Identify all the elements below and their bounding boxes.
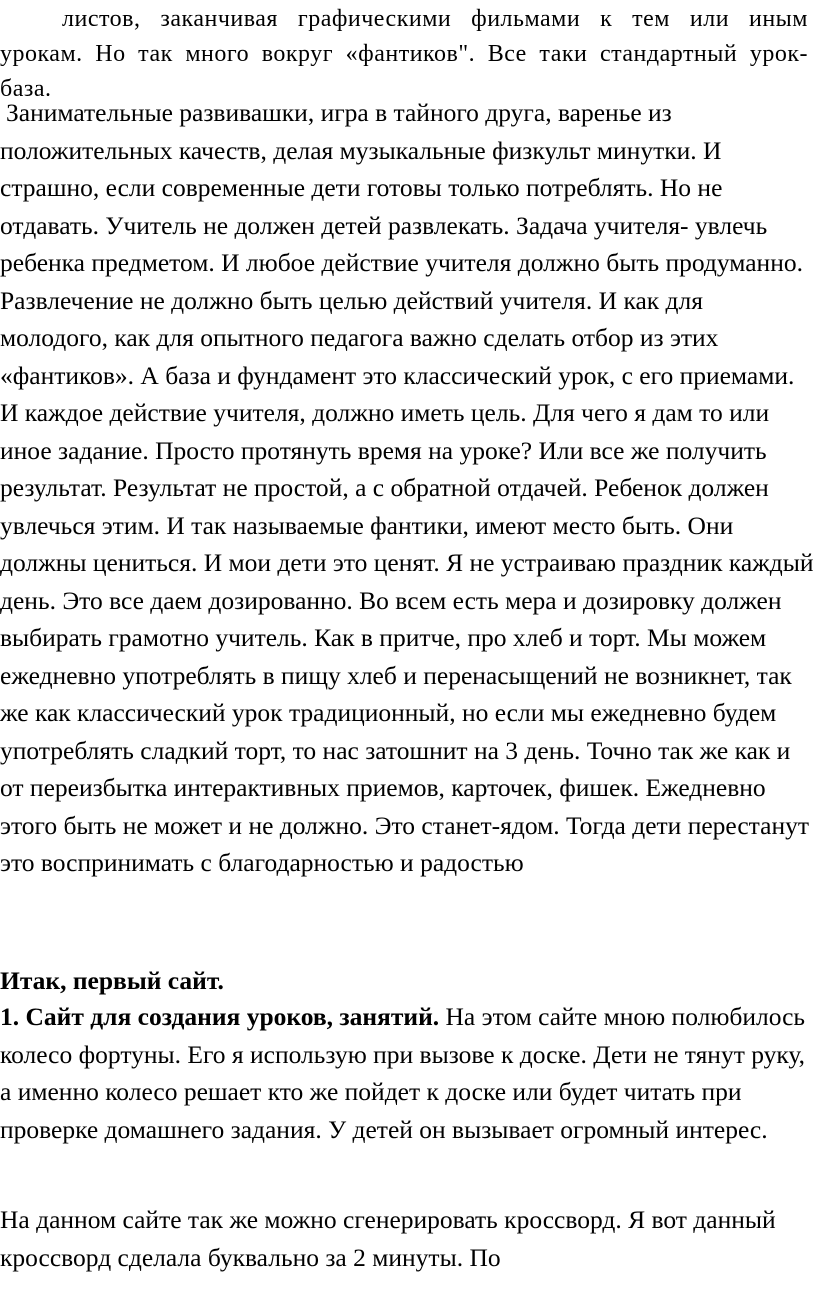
paragraph-intro: листов, заканчивая графическими фильмами к тем или иным урокам. Но так много вокруг «фантиков". Все таки стандартный урок- база. — [0, 6, 808, 102]
paragraph-crossword: На данном сайте так же можно сгенерировать кроссворд. Я вот данный кроссворд сделала буквально за 2 минуты. По — [0, 1205, 776, 1272]
site-text: На этом сайте мною полюбилось колесо фортуны. Его я использую при вызове к доске. Дети не тянут руку, а именно колесо решает кто же пойдет к доске или будет читать при проверке домашнего задания. У детей он вызывает огромный интерес. — [0, 1002, 806, 1144]
paragraph-site-description — [0, 998, 814, 1148]
section-heading: Итак, первый сайт. — [0, 966, 224, 995]
paragraph-main: Занимательные развивашки, игра в тайного друга, варенье из положительных качеств, делая музыкальные физкульт минутки. И страшно, если современные дети готовы только потреблять. Но не отдавать. Учитель не должен детей развлекать. Задача учителя- увлечь ребенка предметом. И любое действие учителя должно быть продуманно. Развлечение не должно быть целью действий учителя. И как для молодого, как для опытного педагога важно сделать отбор из этих «фантиков». А база и фундамент это классический урок, с его приемами. И каждое действие учителя, должно иметь цель. Для чего я дам то или иное задание. Просто протянуть время на уроке? Или все же получить результат. Результат не простой, а с обратной отдачей. Ребенок должен увлечься этим. И так называемые фантики, имеют место быть. Они должны цениться. И мои дети это ценят. Я не устраиваю праздник каждый день. Это все даем дозированно. Во всем есть мера и дозировку должен выбирать грамотно учитель. Как в притче, про хлеб и торт. Мы можем ежедневно употреблять в пищу хлеб и перенасыщений не возникнет, так же как классический урок традиционный, но если мы ежедневно будем употреблять сладкий торт, то нас затошнит на 3 день. Точно так же как и от переизбытка интерактивных приемов, карточек, фишек. Ежедневно этого быть не может и не должно. Это станет-ядом. Тогда дети перестанут это воспринимать с благодарностью и радостью — [0, 98, 814, 877]
site-title: 1. Сайт для создания уроков, занятий. — [0, 1002, 440, 1031]
